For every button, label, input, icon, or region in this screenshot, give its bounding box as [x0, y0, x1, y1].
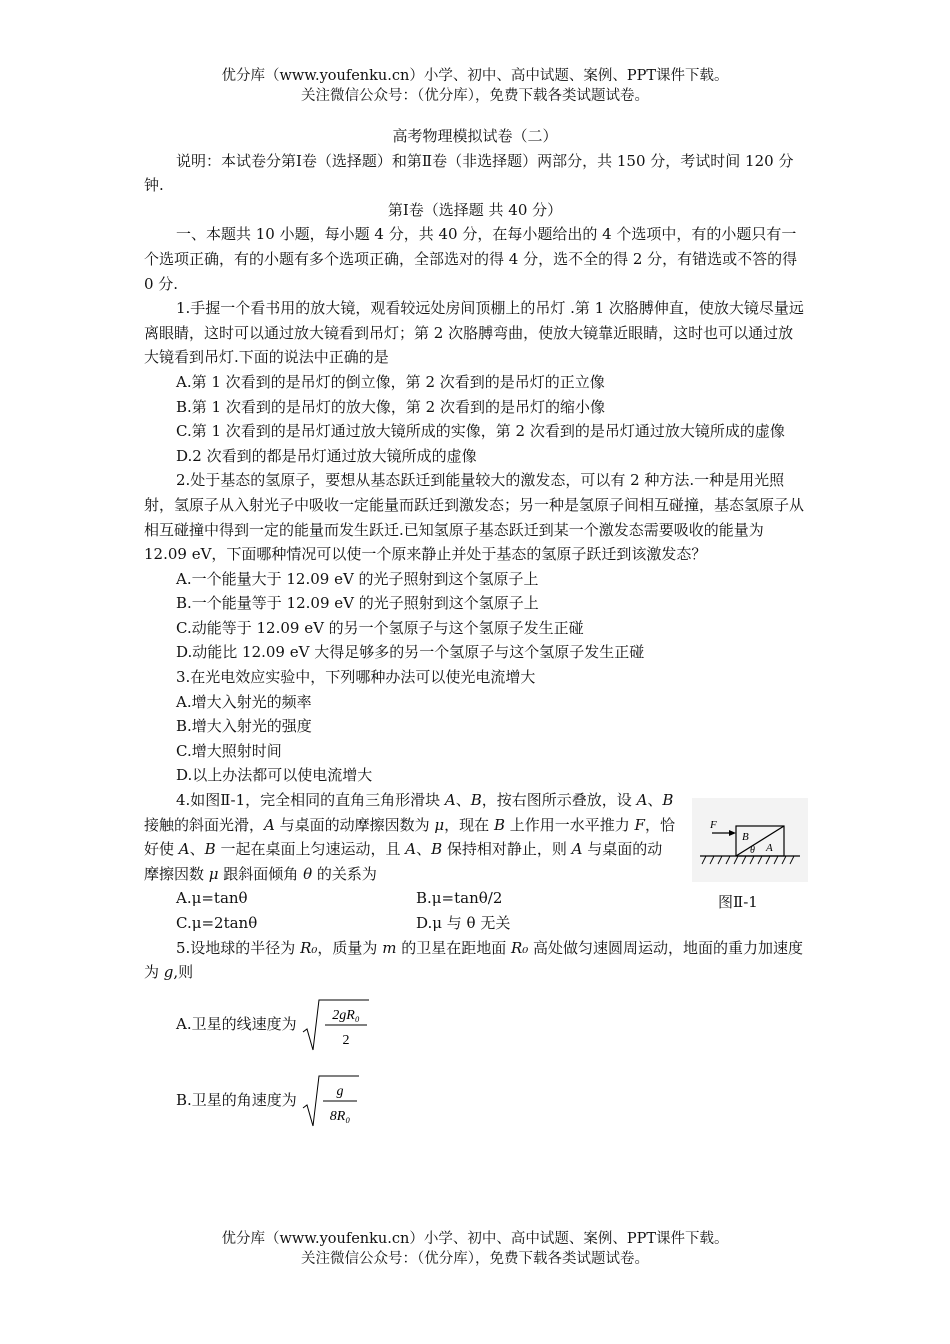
- question-3-option-b: B.增大入射光的强度: [176, 717, 312, 736]
- question-4-option-a: A.μ=tanθ: [176, 889, 248, 908]
- formula-b-denominator: 8R₀: [329, 1108, 351, 1124]
- question-2-option-c: C.动能等于 12.09 eV 的另一个氢原子与这个氢原子发生正碰: [176, 618, 584, 637]
- figure-caption: 图Ⅱ-1: [718, 893, 758, 912]
- exam-intro: 说明：本试卷分第Ⅰ卷（选择题）和第Ⅱ卷（非选择题）两部分，共 150 分，考试时间 120 分钟.: [144, 151, 794, 195]
- question-4-options-row-1: [144, 886, 806, 911]
- header-line-2: 关注微信公众号：（优分库），免费下载各类试题试卷。: [301, 88, 649, 104]
- figure-label-b: B: [742, 831, 749, 844]
- question-3-option-c: C.增大照射时间: [176, 741, 282, 760]
- page-header: [0, 66, 950, 106]
- question-1-option-b: B.第 1 次看到的是吊灯的放大像，第 2 次看到的是吊灯的缩小像: [176, 397, 605, 416]
- question-5-stem: 5.设地球的半径为 R₀，质量为 m 的卫星在距地面 R₀ 高处做匀速圆周运动，地面的重力加速度为 g,则: [144, 938, 804, 982]
- formula-b-numerator: g: [336, 1083, 344, 1099]
- formula-a-numerator: 2gR₀: [331, 1007, 360, 1023]
- question-1-stem: 1.手握一个看书用的放大镜，观看较远处房间顶棚上的吊灯 .第 1 次胳膊伸直，使放大镜尽量远离眼睛，这时可以通过放大镜看到吊灯；第 2 次胳膊弯曲，使放大镜靠近眼睛，这时也可以通过放大镜看到吊灯.下面的说法中正确的是: [144, 299, 804, 367]
- question-1-option-a: A.第 1 次看到的是吊灯的倒立像，第 2 次看到的是吊灯的正立像: [176, 372, 605, 391]
- question-1-option-d: D.2 次看到的都是吊灯通过放大镜所成的虚像: [176, 446, 477, 465]
- footer-line-1: 优分库（www.youfenku.cn）小学、初中、高中试题、案例、PPT课件下载。: [221, 1231, 729, 1247]
- question-4-stem: 4.如图Ⅱ-1，完全相同的直角三角形滑块 A、B，按右图所示叠放，设 A、B 接触的斜面光滑，A 与桌面的动摩擦因数为 μ，现在 B 上作用一水平推力 F，恰好使 A、B 一起在桌面上匀速运动，且 A、B 保持相对静止，则 A 与桌面的动摩擦因数 μ 跟斜面倾角 θ 的关系为: [144, 791, 675, 883]
- question-4-option-b: B.μ=tanθ/2: [416, 889, 503, 908]
- question-5-option-a: [144, 991, 806, 1059]
- question-4-options-row-2: [144, 911, 806, 936]
- formula-a-denominator: 2: [342, 1032, 350, 1048]
- question-3-stem: 3.在光电效应实验中，下列哪种办法可以使光电流增大: [176, 668, 536, 687]
- figure-sliding-blocks: [692, 798, 808, 882]
- question-2-stem: 2.处于基态的氢原子，要想从基态跃迁到能量较大的激发态，可以有 2 种方法.一种是用光照射，氢原子从入射光子中吸收一定能量而跃迁到激发态；另一种是氢原子间相互碰撞，基态氢原子从相互碰撞中得到一定的能量而发生跃迁.已知氢原子基态跃迁到某一个激发态需要吸收的能量为 12.09 eV，下面哪种情况可以使一个原来静止并处于基态的氢原子跃迁到该激发态？: [144, 471, 805, 564]
- question-5-option-b-label: B.卫星的角速度为: [176, 1091, 297, 1110]
- question-5-option-a-label: A.卫星的线速度为: [176, 1015, 297, 1034]
- question-3-option-d: D.以上办法都可以使电流增大: [176, 766, 373, 785]
- exam-title: 高考物理模拟试卷（二）: [392, 127, 558, 145]
- question-4-option-c: C.μ=2tanθ: [176, 914, 258, 932]
- question-2-option-d: D.动能比 12.09 eV 大得足够多的另一个氢原子与这个氢原子发生正碰: [176, 643, 645, 662]
- page-footer: [0, 1229, 950, 1269]
- header-line-1: 优分库（www.youfenku.cn）小学、初中、高中试题、案例、PPT课件下载。: [221, 68, 729, 84]
- question-4: [144, 788, 806, 936]
- sqrt-formula-a: [301, 996, 371, 1054]
- section-heading: 第Ⅰ卷（选择题 共 40 分）: [387, 200, 563, 219]
- question-3-option-a: A.增大入射光的频率: [176, 692, 312, 711]
- section-instructions: 一、本题共 10 小题，每小题 4 分，共 40 分，在每小题给出的 4 个选项中，有的小题只有一个选项正确，有的小题有多个选项正确，全部选对的得 4 分，选不全的得 2 分，有错选或不答的得 0 分.: [144, 225, 798, 293]
- figure-label-f: F: [710, 819, 717, 832]
- sqrt-formula-b: [301, 1072, 361, 1130]
- question-1-option-c: C.第 1 次看到的是吊灯通过放大镜所成的实像，第 2 次看到的是吊灯通过放大镜所成的虚像: [176, 422, 785, 441]
- question-2-option-b: B.一个能量等于 12.09 eV 的光子照射到这个氢原子上: [176, 594, 539, 613]
- question-4-option-d: D.μ 与 θ 无关: [416, 914, 511, 932]
- figure-label-theta: θ: [750, 845, 755, 857]
- figure-label-a: A: [766, 842, 773, 855]
- question-5-option-b: [144, 1067, 806, 1135]
- exam-content: [144, 124, 806, 1135]
- footer-line-2: 关注微信公众号：（优分库），免费下载各类试题试卷。: [301, 1251, 649, 1267]
- question-2-option-a: A.一个能量大于 12.09 eV 的光子照射到这个氢原子上: [176, 569, 539, 588]
